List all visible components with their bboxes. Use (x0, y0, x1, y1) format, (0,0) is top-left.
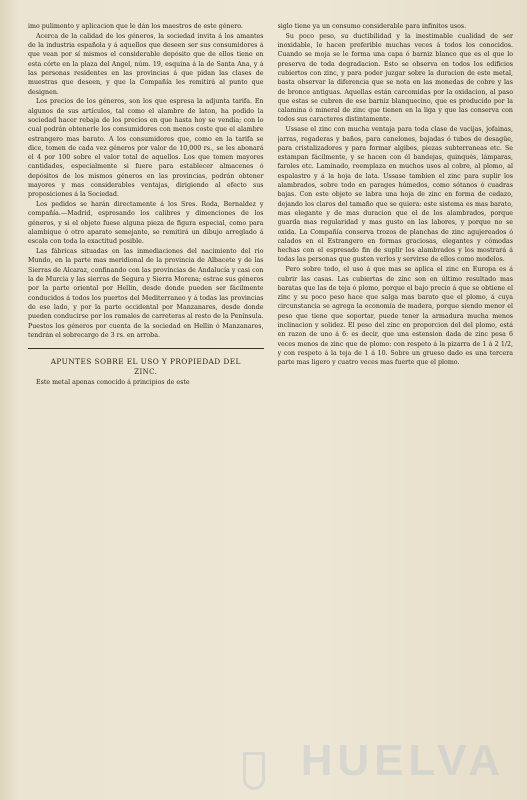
library-watermark: HUELVA (300, 736, 505, 785)
library-shield-watermark (243, 752, 265, 790)
paragraph: Las fábricas situadas en las inmediaciones del nacimiento del rio Mundo, en la parte mas meridional de la provincia de Albacete y de las Sierras de Alcaraz, confinando con las provincias de Andalucía y casi con la de Murcia y las sierras de Segura y Sierra Morena; estrae sus géneros por la parte oriental por Hellin, desde donde pueden ser fácilmente conducidos á todos los puertos del Mediterraneo y á todas las provincias de ese lado, y por la parte occidental por Manzanares, desde donde pueden conducirse por los ramales de carreteras al resto de la Península. Puestos los géneros por cuenta de la sociedad en Hellin ó Manzanares, tendrán el sobrecargo de 3 rs. en arroba. (28, 248, 264, 339)
paragraph: Acerca de la calidad de los géneros, la sociedad invita á los amantes de la industria española y á aquellos que deseen ser sus consumidores á que vean por sí mismos el considerable depósito que de ellos tiene en esta córte en la plaza del Angel, núm. 19, esquina á la de Santa Ana, y á las personas residentes en las provincias á que pidan las clases de muestras que deseen, y que la Compañía les remitirá al punto que designen. (28, 32, 264, 96)
paragraph: Los pedidos se harán directamente á los Sres. Roda, Bernaldez y compañía.—Madrid, espresando los calibres y dimenciones de los géneros, y si el objeto fuese alguna pieza de figura especial, como para alambique ó otro aparato semejante, se remitirá un dibujo arreglado á escala con toda la exactitud posible. (28, 201, 264, 246)
left-column (28, 22, 264, 388)
heading-line-2: ZINC. (134, 368, 158, 377)
paragraph: Ussase el zinc con mucha ventaja para toda clase de vacijas, jofainas, jarras, regaderas y baños, para canelones, bajadas ó tubos de desagüe, para cristalizadores y para formar algibes, piezas subterraneas etc. Se estampan fácilmente, y se hacen con él bandejas, quinqués, lámparas, faroles etc. Laminado, reemplaza en muchos usos al cobre, al plomo, al espalastro y á la hoja de lata. Ussase tambien el zinc para suplir los alambrados, sobre todo en parages húmedos, como sótanos ó cuadras bajas. Con este objeto se labra una hoja de zinc en forma de cedazo, dejando los claros del tamaño que se quiera: este sistema es mas barato, mas elegante y de mas duracion que el de los alambrados, porque guarda mas regularidad y mas gusto en las labores, y porque no se oxida. La Compañía conserva trozos de planchas de zinc agujereados ó calados en el Estrangero en formas graciosas, elegantes y cómodas hechas con el espresado fin de suplir los alambrados y los mostrará á todas las personas que gusten verlos y servirse de ellos como modelos. (277, 126, 513, 264)
paragraph: Pero sobre todo, el uso á que mas se aplica el zinc en Europa es á cubrir las casas. Las cubiertas de zinc son en último resultado mas baratas que las de teja ó plomo, porque el bajo precio á que se obtiene el zinc y su poco peso hace que salga mas barato que el plomo, á cuya circunstancia se agrega la economía de madera, porque siendo menor el peso que tiene que soportar, puede tener la armadura mucha menos inclinacion y solidez. El peso del zinc en proporcion del del plomo, está en razon de uno á 6: es decir, que una estension dada de zinc pesa 6 veces menos de zinc que de plomo: con respeto á la pizarra de 1 á 2 1/2, y con respeto á la teja de 1 á 10. Sobre un grueso dado es una tercera parte mas ligero y cuatro veces mas fuerte que el plomo. (277, 266, 513, 367)
right-column (278, 22, 514, 388)
paragraph: Su poco peso, su ductibilidad y la inestimable cualidad de ser inoxidable, le hacen preferible muchas veces á todos los conocidos. Cuando se moja se le forma una capa ó barniz blanco que es el que lo preserva de toda degradacion. Esto se observa en todos los edificios cubiertos con zinc, y para poder juzgar sobre la duracion de este metal, basta observar la diferencia que se nota en las monedas de cobre y las de bronce antiguas. Aquellas están carcomidas por la oxidacion, al paso que estas se cubren de ese barniz blanquecino, que es producido por la calamina ó mineral de zinc que tienen en la liga y que las conserva con todos sus caracteres distintamente. (277, 32, 513, 124)
paragraph: Este metal apenas conocido á principios de este (36, 379, 190, 387)
paragraph: siglo tiene ya un consumo considerable para infinitos usos. (277, 23, 467, 30)
heading-line-1: APUNTES SOBRE EL USO Y PROPIEDAD DEL (50, 357, 241, 367)
text-columns (28, 22, 513, 388)
section-heading (28, 348, 264, 378)
paragraph: imo pulimento y aplicacion que le dán los maestros de este género. (28, 23, 243, 30)
paragraph: Los precios de los géneros, son los que espresa la adjunta tarifa. En algunos de sus artículos, tal como el alambre de laton, ha podido la sociedad hacer rebaja de los precios en que hasta hoy se vendía; con lo cual podrán obtenerle los consumidores con menos coste que el alambre estrangero mas barato. A los consumidores que, como en la tarifa se dice, tomen de cada vez géneros por valor de 10,000 rs., se les abonará el 4 por 100 sobre el valor total de aquellos. Los que tomen mayores cantidades, especialmente si fuere para establecer almacenes ó depósitos de los mismos géneros en las provincias, podrán obtener mayores y mas considerables ventajas, dirigiendo al efecto sus proposiciones á la Sociedad. (28, 98, 264, 199)
